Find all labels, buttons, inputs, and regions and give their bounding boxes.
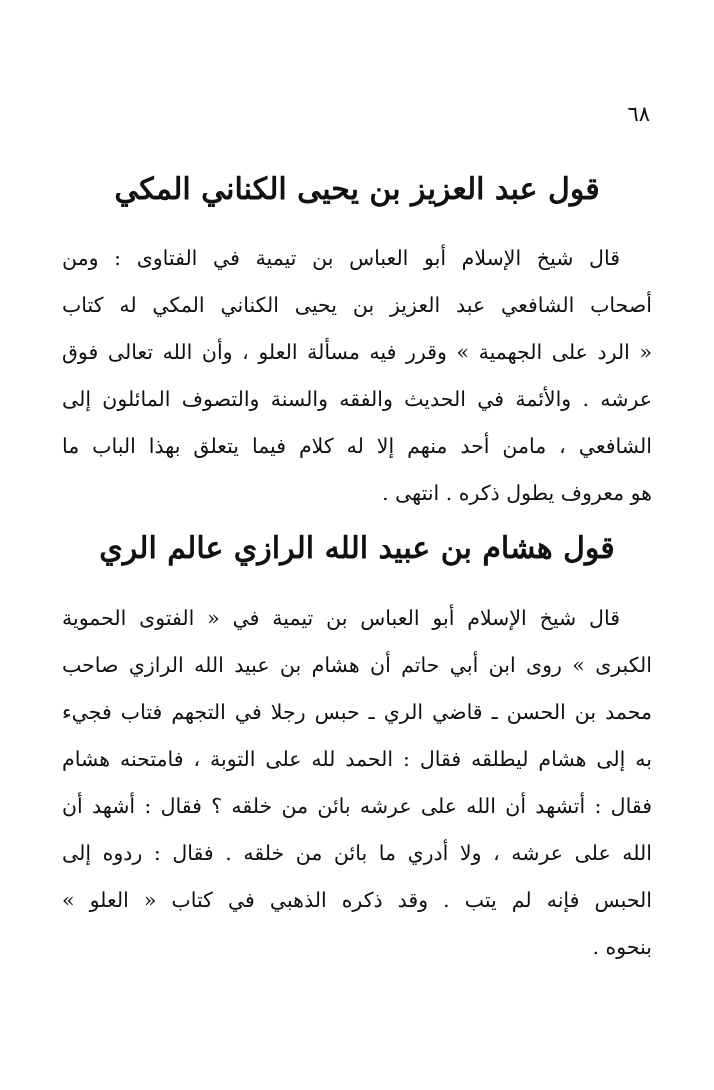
- paragraph-line: قال شيخ الإسلام أبو العباس بن تيمية في « الفتوى الحموية: [62, 606, 620, 630]
- paragraph-line: عرشه . والأئمة في الحديث والفقه والسنة والتصوف المائلون إلى: [62, 387, 652, 411]
- paragraph-line: الشافعي ، مامن أحد منهم إلا له كلام فيما يتعلق بهذا الباب ما: [62, 434, 652, 458]
- paragraph-line: أصحاب الشافعي عبد العزيز بن يحيى الكناني المكي له كتاب: [62, 293, 652, 317]
- paragraph-line: « الرد على الجهمية » وقرر فيه مسألة العلو ، وأن الله تعالى فوق: [62, 340, 652, 364]
- paragraph-line: قال شيخ الإسلام أبو العباس بن تيمية في الفتاوى : ومن: [62, 246, 620, 270]
- paragraph-line: به إلى هشام ليطلقه فقال : الحمد لله على التوبة ، فامتحنه هشام: [62, 747, 652, 771]
- section-paragraph: [62, 595, 652, 971]
- paragraph-line: محمد بن الحسن ـ قاضي الري ـ حبس رجلا في التجهم فتاب فجيء: [62, 700, 652, 724]
- paragraph-line: فقال : أتشهد أن الله على عرشه بائن من خلقه ؟ فقال : أشهد أن: [62, 794, 652, 818]
- paragraph-line: الله على عرشه ، ولا أدري ما بائن من خلقه . فقال : ردوه إلى: [62, 841, 652, 865]
- paragraph-line: الحبس فإنه لم يتب . وقد ذكره الذهبي في كتاب « العلو »: [62, 888, 652, 912]
- section-paragraph: [62, 235, 652, 517]
- paragraph-line: بنحوه .: [592, 935, 652, 959]
- paragraph-line: الكبرى » روى ابن أبي حاتم أن هشام بن عبيد الله الرازي صاحب: [62, 653, 652, 677]
- section-title: قول هشام بن عبيد الله الرازي عالم الري: [99, 531, 615, 566]
- paragraph-line: هو معروف يطول ذكره . انتهى .: [382, 481, 652, 505]
- section-title: قول عبد العزيز بن يحيى الكناني المكي: [114, 172, 600, 207]
- page-number: ٦٨: [627, 102, 650, 126]
